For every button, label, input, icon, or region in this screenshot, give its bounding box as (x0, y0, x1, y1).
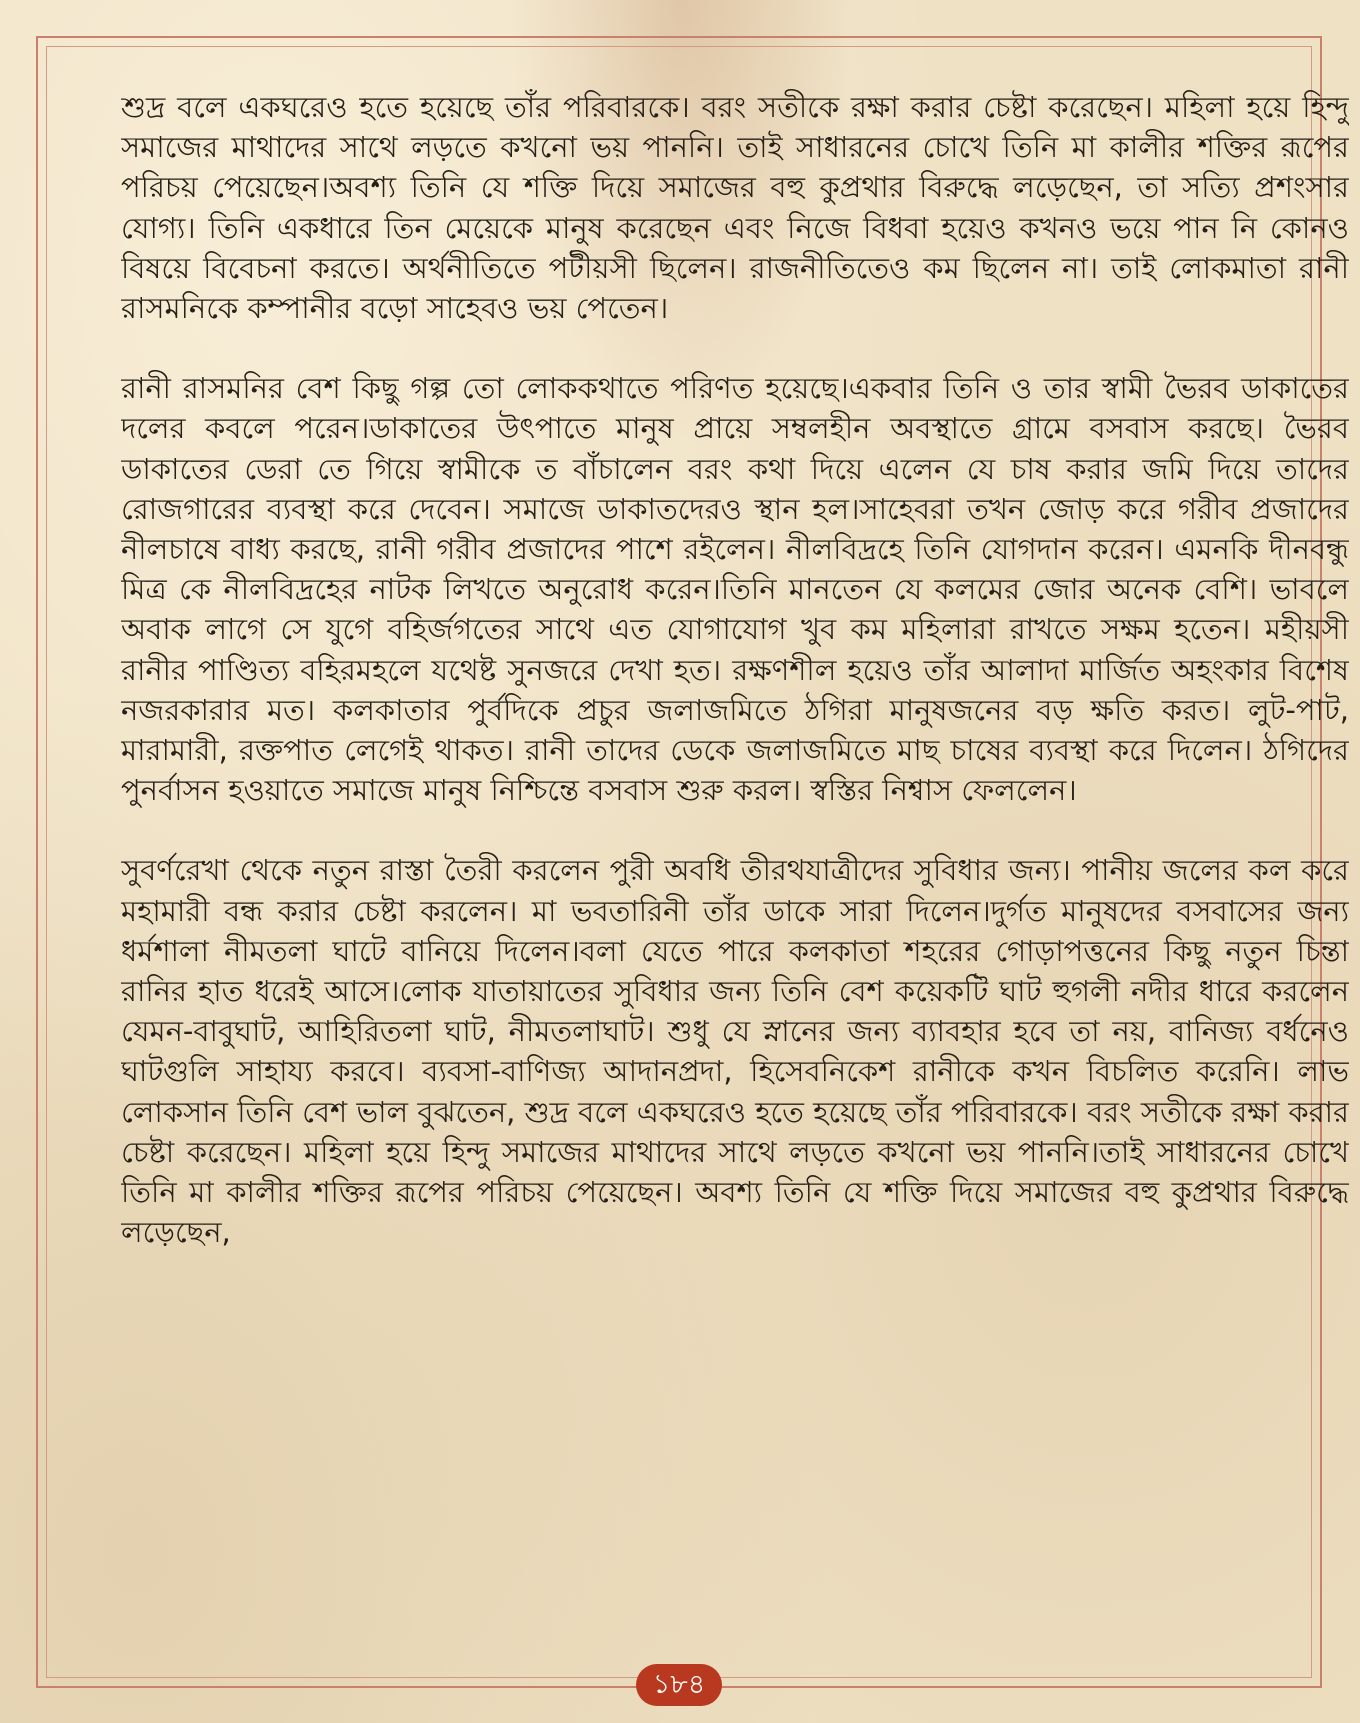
page-border-inner (46, 46, 1349, 1678)
body-text (121, 87, 1349, 1707)
page-number-badge: ১৮৪ (636, 1664, 722, 1706)
paragraph-2: রানী রাসমনির বেশ কিছু গল্প তো লোককথাতে পরিণত হয়েছে।একবার তিনি ও তার স্বামী ভৈরব ডাকাতের দলের কবলে পরেন।ডাকাতের উৎপাতে মানুষ প্রায়ে সম্বলহীন অবস্থাতে গ্রামে বসবাস করছে। ভৈরব ডাকাতের ডেরা তে গিয়ে স্বামীকে ত বাঁচালেন বরং কথা দিয়ে এলেন যে চাষ করার জমি দিয়ে তাদের রোজগারের ব্যবস্থা করে দেবেন। সমাজে ডাকাতদেরও স্থান হল।সাহেবরা তখন জোড় করে গরীব প্রজাদের নীলচাষে বাধ্য করছে, রানী গরীব প্রজাদের পাশে রইলেন। নীলবিদ্রহে তিনি যোগদান করেন। এমনকি দীনবন্ধু মিত্র কে নীলবিদ্রহের নাটক লিখতে অনুরোধ করেন।তিনি মানতেন যে কলমের জোর অনেক বেশি। ভাবলে অবাক লাগে সে যুগে বহির্জগতের সাথে এত যোগাযোগ খুব কম মহিলারা রাখতে সক্ষম হতেন। মহীয়সী রানীর পাণ্ডিত্য বহিরমহলে যথেষ্ট সুনজরে দেখা হত। রক্ষণশীল হয়েও তাঁর আলাদা মার্জিত অহংকার বিশেষ নজরকারার মত। কলকাতার পুর্বদিকে প্রচুর জলাজমিতে ঠগিরা মানুষজনের বড় ক্ষতি করত। লুট-পাট, মারামারী, রক্তপাত লেগেই থাকত। রানী তাদের ডেকে জলাজমিতে মাছ চাষের ব্যবস্থা করে দিলেন। ঠগিদের পুনর্বাসন হওয়াতে সমাজে মানুষ নিশ্চিন্তে বসবাস শুরু করল। স্বস্তির নিশ্বাস ফেললেন। (121, 371, 1349, 808)
paragraph-1: শুদ্র বলে একঘরেও হতে হয়েছে তাঁর পরিবারকে। বরং সতীকে রক্ষা করার চেষ্টা করেছেন। মহিলা হয়ে হিন্দু সমাজের মাথাদের সাথে লড়তে কখনো ভয় পাননি। তাই সাধারনের চোখে তিনি মা কালীর শক্তির রূপের পরিচয় পেয়েছেন।অবশ্য তিনি যে শক্তি দিয়ে সমাজের বহু কুপ্রথার বিরুদ্ধে লড়েছেন, তা সত্যি প্রশংসার যোগ্য। তিনি একধারে তিন মেয়েকে মানুষ করেছেন এবং নিজে বিধবা হয়েও কখনও ভয়ে পান নি কোনও বিষয়ে বিবেচনা করতে। অর্থনীতিতে পটীয়সী ছিলেন। রাজনীতিতেও কম ছিলেন না। তাই লোকমাতা রানী রাসমনিকে কম্পানীর বড়ো সাহেবও ভয় পেতেন। (121, 90, 1349, 326)
paragraph-3: সুবর্ণরেখা থেকে নতুন রাস্তা তৈরী করলেন পুরী অবধি তীরথযাত্রীদের সুবিধার জন্য। পানীয় জলের কল করে মহামারী বন্ধ করার চেষ্টা করলেন। মা ভবতারিনী তাঁর ডাকে সারা দিলেন।দুর্গত মানুষদের বসবাসের জন্য ধর্মশালা নীমতলা ঘাটে বানিয়ে দিলেন।বলা যেতে পারে কলকাতা শহরের গোড়াপত্তনের কিছু নতুন চিন্তা রানির হাত ধরেই আসে।লোক যাতায়াতের সুবিধার জন্য তিনি বেশ কয়েকটি ঘাট হুগলী নদীর ধারে করলেন যেমন-বাবুঘাট, আহিরিতলা ঘাট, নীমতলাঘাট। শুধু যে স্নানের জন্য ব্যাবহার হবে তা নয়, বানিজ্য বর্ধনেও ঘাটগুলি সাহায্য করবে। ব্যবসা-বাণিজ্য আদানপ্রদা, হিসেবনিকেশ রানীকে কখন বিচলিত করেনি। লাভ লোকসান তিনি বেশ ভাল বুঝতেন, শুদ্র বলে একঘরেও হতে হয়েছে তাঁর পরিবারকে। বরং সতীকে রক্ষা করার চেষ্টা করেছেন। মহিলা হয়ে হিন্দু সমাজের মাথাদের সাথে লড়তে কখনো ভয় পাননি।তাই সাধারনের চোখে তিনি মা কালীর শক্তির রূপের পরিচয় পেয়েছেন। অবশ্য তিনি যে শক্তি দিয়ে সমাজের বহু কুপ্রথার বিরুদ্ধে লড়েছেন, (121, 853, 1349, 1250)
